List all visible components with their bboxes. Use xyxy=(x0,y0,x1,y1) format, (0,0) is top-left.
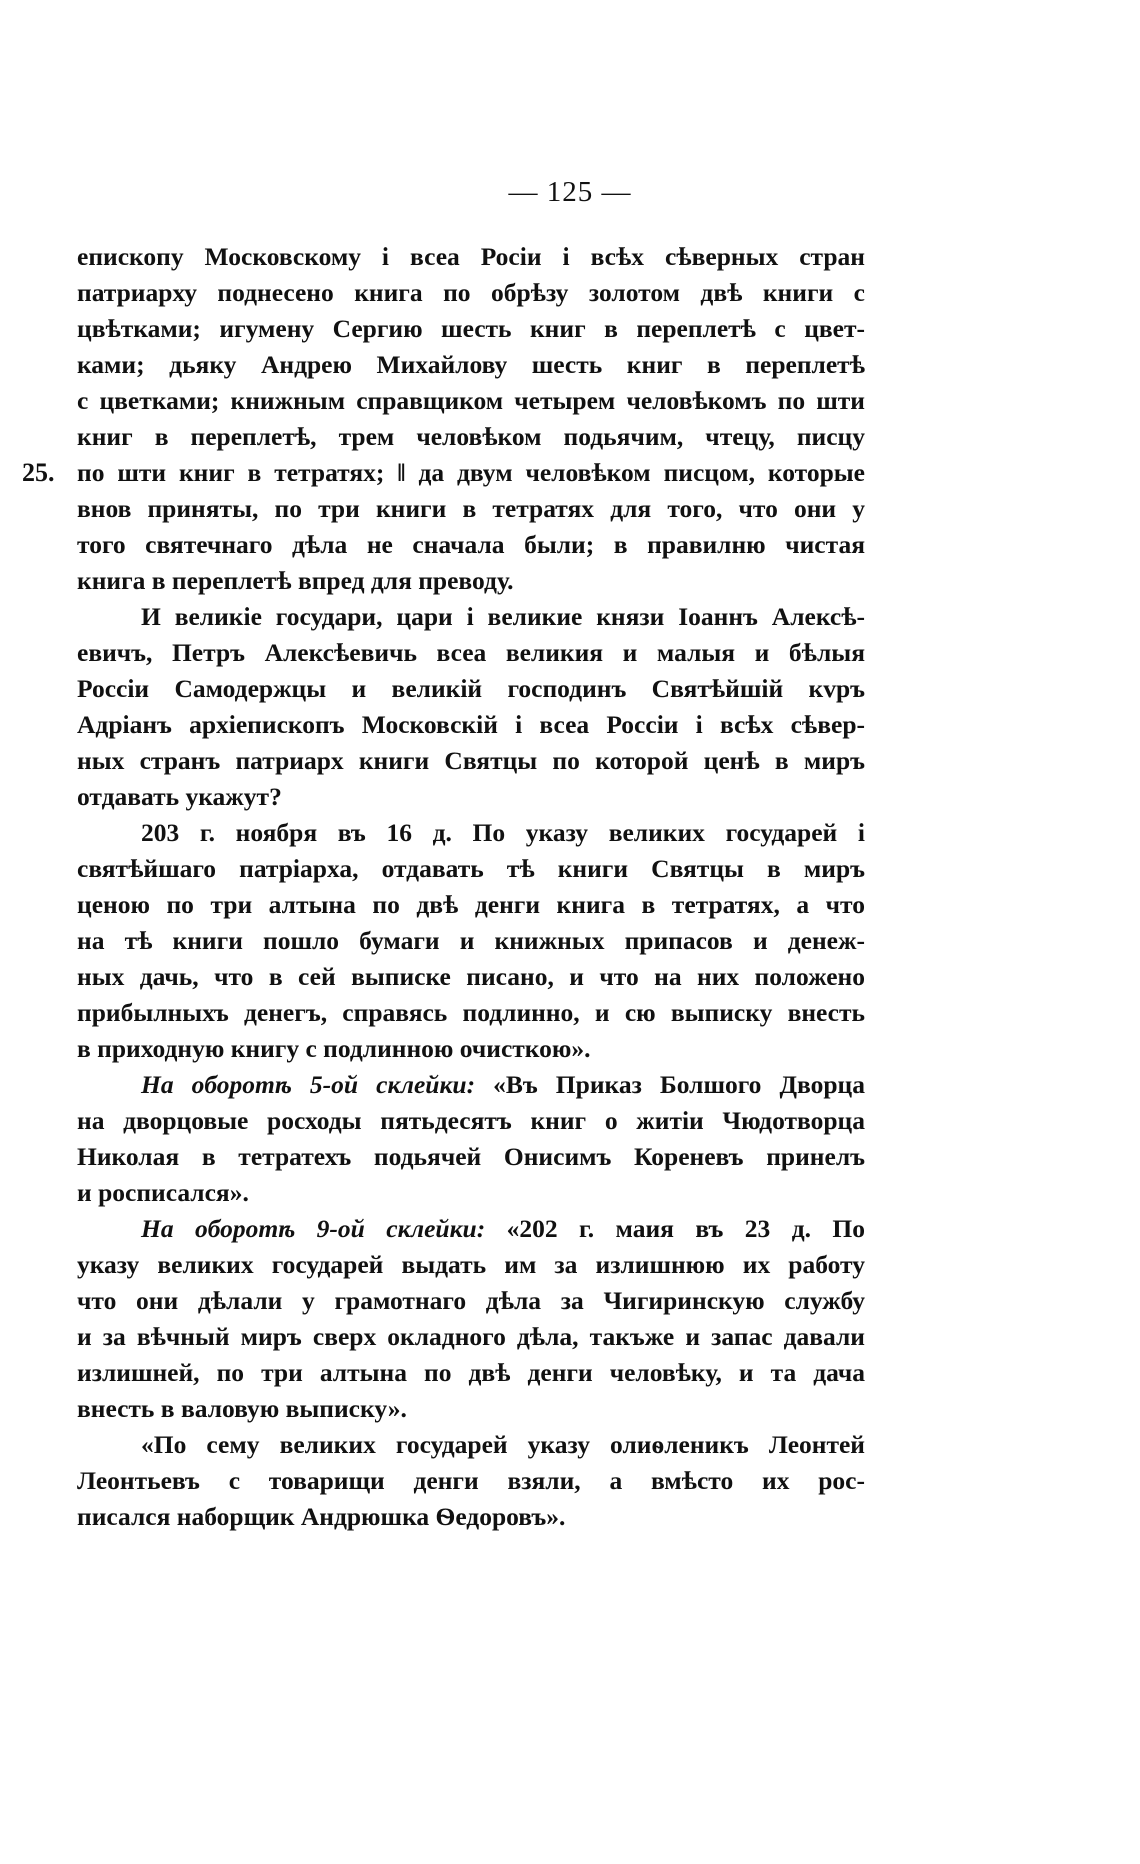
text-line xyxy=(22,455,865,491)
line-text: Николая в тетратехъ подьячей Онисимъ Кореневъ принелъ xyxy=(77,1142,865,1171)
line-text: ками; дьяку Андрею Михайлову шесть книг в переплетѣ xyxy=(77,350,865,379)
line-text: отдавать укажут? xyxy=(77,782,282,811)
line-text: Россіи Самодержцы и великій господинъ Святѣйшій кvръ xyxy=(77,674,865,703)
page-number: — 125 — xyxy=(508,176,632,208)
line-number-marker: 25. xyxy=(22,458,55,487)
line-text-rest: «202 г. маия въ 23 д. По xyxy=(485,1214,865,1243)
text-line xyxy=(77,671,865,707)
line-text: И великіе государи, цари і великие князи Іоаннъ Алексѣ- xyxy=(141,602,865,631)
line-text: излишней, по три алтына по двѣ денги человѣку, и та дача xyxy=(77,1358,865,1387)
line-text: евичъ, Петръ Алексѣевичь всеа великия и малыя и бѣлыя xyxy=(77,638,865,667)
text-line xyxy=(77,1031,865,1067)
line-text: писался наборщик Андрюшка Ѳедоровъ». xyxy=(77,1502,566,1531)
line-text: что они дѣлали у грамотнаго дѣла за Чигиринскую службу xyxy=(77,1286,865,1315)
text-line xyxy=(77,887,865,923)
line-text: епископу Московскому і всеа Росіи і всѣх сѣверных стран xyxy=(77,242,865,271)
text-line xyxy=(77,1463,865,1499)
text-line xyxy=(77,1391,865,1427)
text-line xyxy=(77,275,865,311)
body-text xyxy=(22,239,865,1535)
line-text: указу великих государей выдать им за излишнюю их работу xyxy=(77,1250,865,1279)
text-line xyxy=(77,1175,865,1211)
line-text: на тѣ книги пошло бумаги и книжных припасов и денеж- xyxy=(77,926,865,955)
line-text: ных странъ патриарх книги Святцы по которой ценѣ в миръ xyxy=(77,746,865,775)
line-text: и за вѣчный миръ сверх окладного дѣла, такъже и запас давали xyxy=(77,1322,865,1351)
text-line xyxy=(77,383,865,419)
line-text: в приходную книгу с подлинною очисткою». xyxy=(77,1034,591,1063)
text-line xyxy=(77,1319,865,1355)
text-line xyxy=(77,1427,865,1463)
line-text: по шти книг в тетратях; ‖ да двум человѣком писцом, которые xyxy=(77,458,865,487)
line-text: внов приняты, по три книги в тетратях для того, что они у xyxy=(77,494,865,523)
line-text: святѣйшаго патріарха, отдавать тѣ книги Святцы в миръ xyxy=(77,854,865,883)
line-text: с цветками; книжным справщиком четырем человѣкомъ по шти xyxy=(77,386,865,415)
line-text: и росписался». xyxy=(77,1178,249,1207)
line-text: Леонтьевъ с товарищи денги взяли, а вмѣсто их рос- xyxy=(77,1466,865,1495)
text-line xyxy=(77,311,865,347)
line-text: на дворцовые росходы пятьдесятъ книг о житіи Чюдотворца xyxy=(77,1106,865,1135)
text-line xyxy=(77,995,865,1031)
sheet-reference: На оборотѣ 9-ой склейки: xyxy=(141,1214,486,1243)
line-text: прибылныхъ денегъ, справясь подлинно, и сю выписку внесть xyxy=(77,998,865,1027)
line-text: ных дачь, что в сей выписке писано, и что на них положено xyxy=(77,962,865,991)
text-line xyxy=(77,1067,865,1103)
line-text: Адріанъ архіепископъ Московскій і всеа Россіи і всѣх сѣвер- xyxy=(77,710,865,739)
line-text: «По сему великих государей указу олиѳленикъ Леонтей xyxy=(141,1430,865,1459)
text-line xyxy=(77,1211,865,1247)
line-text: патриарху поднесено книга по обрѣзу золотом двѣ книги с xyxy=(77,278,865,307)
text-line xyxy=(77,563,865,599)
text-line xyxy=(77,779,865,815)
text-line xyxy=(77,743,865,779)
text-line xyxy=(77,635,865,671)
text-line xyxy=(77,1499,865,1535)
text-line xyxy=(77,959,865,995)
text-line xyxy=(77,599,865,635)
text-line xyxy=(77,419,865,455)
line-text-rest: «Въ Приказ Болшого Дворца xyxy=(475,1070,865,1099)
line-text: цвѣтками; игумену Сергию шесть книг в переплетѣ с цвет- xyxy=(77,314,865,343)
line-text: внесть в валовую выписку». xyxy=(77,1394,407,1423)
line-text: 203 г. ноября въ 16 д. По указу великих государей і xyxy=(141,818,865,847)
line-text: того святечнаго дѣла не сначала были; в правилню чистая xyxy=(77,530,865,559)
text-line xyxy=(77,527,865,563)
text-line xyxy=(77,1283,865,1319)
text-line xyxy=(77,1247,865,1283)
text-line xyxy=(77,347,865,383)
text-line xyxy=(77,815,865,851)
text-line xyxy=(77,239,865,275)
text-line xyxy=(77,1355,865,1391)
text-line xyxy=(77,923,865,959)
line-text: ценою по три алтына по двѣ денги книга в тетратях, а что xyxy=(77,890,865,919)
text-line xyxy=(77,851,865,887)
line-text: книг в переплетѣ, трем человѣком подьячим, чтецу, писцу xyxy=(77,422,865,451)
text-line xyxy=(77,1139,865,1175)
text-line xyxy=(77,1103,865,1139)
text-line xyxy=(77,491,865,527)
line-text: книга в переплетѣ впред для преводу. xyxy=(77,566,514,595)
sheet-reference: На оборотѣ 5-ой склейки: xyxy=(141,1070,476,1099)
text-line xyxy=(77,707,865,743)
